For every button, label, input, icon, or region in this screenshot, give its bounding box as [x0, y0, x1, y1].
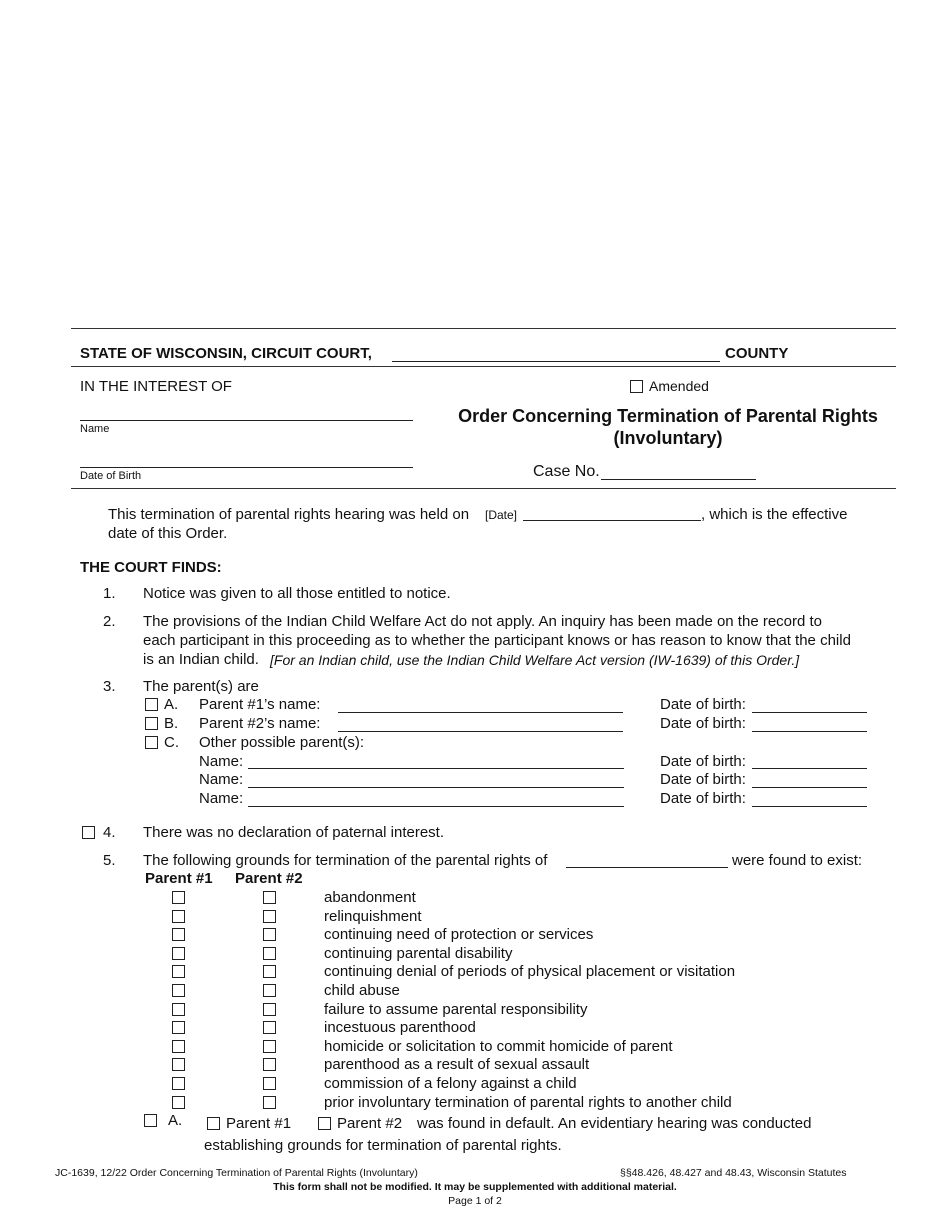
ground-parent2-checkbox[interactable]: [263, 891, 276, 904]
amended-checkbox[interactable]: [630, 380, 643, 393]
ground-parent1-checkbox[interactable]: [172, 910, 185, 923]
other-parent-dob-label: Date of birth:: [660, 753, 746, 770]
item-3a-checkbox[interactable]: [145, 698, 158, 711]
ground-parent2-checkbox[interactable]: [263, 1096, 276, 1109]
parent1-dob-field[interactable]: [752, 712, 867, 713]
other-parent-name-field[interactable]: [248, 768, 624, 769]
item-5-parent-field[interactable]: [566, 867, 728, 868]
ground-label: prior involuntary termination of parental rights to another child: [324, 1093, 732, 1111]
item-5-text: The following grounds for termination of the parental rights of: [143, 852, 548, 869]
ground-label: commission of a felony against a child: [324, 1075, 577, 1092]
other-parent-dob-label: Date of birth:: [660, 771, 746, 788]
intro-date-tag: [Date]: [485, 508, 518, 522]
col-parent1-header: Parent #1: [145, 870, 213, 887]
top-rule: [71, 328, 896, 329]
ground-parent1-checkbox[interactable]: [172, 984, 185, 997]
ground-label: continuing need of protection or services: [324, 926, 594, 944]
ground-parent1-checkbox[interactable]: [172, 947, 185, 960]
ground-parent2-checkbox[interactable]: [263, 928, 276, 941]
parent1-name-field[interactable]: [338, 712, 623, 713]
ground-parent2-checkbox[interactable]: [263, 965, 276, 978]
item-3c-checkbox[interactable]: [145, 736, 158, 749]
parent2-name-label: Parent #2’s name:: [199, 715, 321, 732]
item-4-number: 4.: [103, 824, 116, 841]
parent2-name-field[interactable]: [338, 731, 623, 732]
other-parent-name-label: Name:: [199, 771, 244, 788]
item-4-text: There was no declaration of paternal interest.: [143, 824, 445, 841]
col-parent2-header: Parent #2: [235, 870, 303, 887]
child-dob-field[interactable]: [80, 467, 413, 468]
item-3b-checkbox[interactable]: [145, 717, 158, 730]
ground-parent2-checkbox[interactable]: [263, 984, 276, 997]
item-2-note: [For an Indian child, use the Indian Child Welfare Act version (IW-1639) of this Order.]: [270, 652, 800, 668]
item-5-text-end: were found to exist:: [732, 852, 863, 869]
page-number: Page 1 of 2: [448, 1195, 502, 1207]
item-4-checkbox[interactable]: [82, 826, 95, 839]
ground-parent1-checkbox[interactable]: [172, 1003, 185, 1016]
ground-label: parenthood as a result of sexual assault: [324, 1056, 590, 1074]
other-parent-name-field[interactable]: [248, 787, 624, 788]
ground-parent2-checkbox[interactable]: [263, 910, 276, 923]
other-parent-name-field[interactable]: [248, 806, 624, 807]
ground-parent1-checkbox[interactable]: [172, 1058, 185, 1071]
modification-notice: This form shall not be modified. It may be supplemented with additional material.: [273, 1181, 677, 1193]
ground-parent1-checkbox[interactable]: [172, 1021, 185, 1034]
intro-text: This termination of parental rights hearing was held on: [108, 506, 470, 523]
court-heading: STATE OF WISCONSIN, CIRCUIT COURT,: [80, 345, 372, 362]
item-3c-letter: C.: [164, 734, 179, 751]
item-3b-letter: B.: [164, 715, 179, 732]
ground-parent2-checkbox[interactable]: [263, 947, 276, 960]
item-5a-text: was found in default. An evidentiary hearing was conducted: [417, 1115, 812, 1132]
header-bottom-rule: [71, 488, 896, 489]
other-parent-name-label: Name:: [199, 753, 244, 770]
item-2-line2: each participant in this proceeding as to whether the participant knows or has reason to know that the child: [143, 632, 851, 649]
ground-label: child abuse: [324, 982, 400, 999]
parent1-name-label: Parent #1’s name:: [199, 696, 321, 713]
item-3-text: The parent(s) are: [143, 678, 259, 695]
case-no-field[interactable]: [601, 479, 756, 480]
ground-label: incestuous parenthood: [324, 1019, 476, 1037]
default-parent1-checkbox[interactable]: [207, 1117, 220, 1130]
form-id: JC-1639, 12/22 Order Concerning Termination of Parental Rights (Involuntary): [55, 1167, 418, 1179]
court-finds-heading: THE COURT FINDS:: [80, 559, 222, 576]
other-parent-dob-label: Date of birth:: [660, 790, 746, 807]
item-5a-letter: A.: [168, 1112, 183, 1129]
other-parent-dob-field[interactable]: [752, 787, 867, 788]
parent1-dob-label: Date of birth:: [660, 696, 746, 713]
parent2-dob-label: Date of birth:: [660, 715, 746, 732]
other-parent-dob-field[interactable]: [752, 768, 867, 769]
item-5-number: 5.: [103, 852, 116, 869]
other-parent-dob-field[interactable]: [752, 806, 867, 807]
ground-parent1-checkbox[interactable]: [172, 965, 185, 978]
ground-label: relinquishment: [324, 907, 422, 925]
ground-parent1-checkbox[interactable]: [172, 891, 185, 904]
ground-parent1-checkbox[interactable]: [172, 1077, 185, 1090]
child-name-label: Name: [80, 423, 110, 435]
ground-parent1-checkbox[interactable]: [172, 928, 185, 941]
ground-label: continuing parental disability: [324, 944, 513, 962]
item-3-number: 3.: [103, 678, 116, 695]
county-label: COUNTY: [725, 345, 789, 362]
child-name-field[interactable]: [80, 420, 413, 421]
intro-text-line2: date of this Order.: [108, 525, 228, 542]
item-2-number: 2.: [103, 613, 116, 630]
document-title: Order Concerning Termination of Parental Rights: [458, 406, 878, 426]
county-blank[interactable]: [392, 361, 720, 362]
other-parents-label: Other possible parent(s):: [199, 734, 365, 751]
item-3a-letter: A.: [164, 696, 179, 713]
parent2-dob-field[interactable]: [752, 731, 867, 732]
in-interest-label: IN THE INTEREST OF: [80, 378, 232, 395]
item-2-line1: The provisions of the Indian Child Welfare Act do not apply. An inquiry has been made on the record to: [143, 613, 823, 630]
item-1-number: 1.: [103, 585, 116, 602]
default-parent1-label: Parent #1: [226, 1115, 292, 1132]
ground-parent1-checkbox[interactable]: [172, 1096, 185, 1109]
ground-parent2-checkbox[interactable]: [263, 1058, 276, 1071]
ground-label: homicide or solicitation to commit homicide of parent: [324, 1037, 673, 1055]
amended-label: Amended: [649, 378, 709, 394]
ground-label: abandonment: [324, 889, 416, 906]
default-parent2-label: Parent #2: [337, 1115, 403, 1132]
hearing-date-field[interactable]: [523, 520, 701, 521]
ground-label: continuing denial of periods of physical placement or visitation: [324, 963, 736, 981]
ground-parent2-checkbox[interactable]: [263, 1077, 276, 1090]
ground-parent1-checkbox[interactable]: [172, 1040, 185, 1053]
intro-text-cont: , which is the effective: [701, 506, 848, 523]
ground-parent2-checkbox[interactable]: [263, 1021, 276, 1034]
statutes: §§48.426, 48.427 and 48.43, Wisconsin Statutes: [620, 1167, 847, 1179]
child-dob-label: Date of Birth: [80, 470, 142, 482]
ground-parent2-checkbox[interactable]: [263, 1040, 276, 1053]
ground-label: failure to assume parental responsibility: [324, 1000, 588, 1018]
item-5a-line2: establishing grounds for termination of parental rights.: [204, 1137, 562, 1154]
document-subtitle: (Involuntary): [613, 428, 723, 448]
case-no-label: Case No.: [533, 463, 600, 480]
ground-parent2-checkbox[interactable]: [263, 1003, 276, 1016]
item-2-line3: is an Indian child.: [143, 651, 259, 668]
item-1-text: Notice was given to all those entitled to notice.: [143, 585, 451, 602]
item-5a-checkbox[interactable]: [144, 1114, 157, 1127]
default-parent2-checkbox[interactable]: [318, 1117, 331, 1130]
header-rule: [71, 366, 896, 367]
other-parent-name-label: Name:: [199, 790, 244, 807]
